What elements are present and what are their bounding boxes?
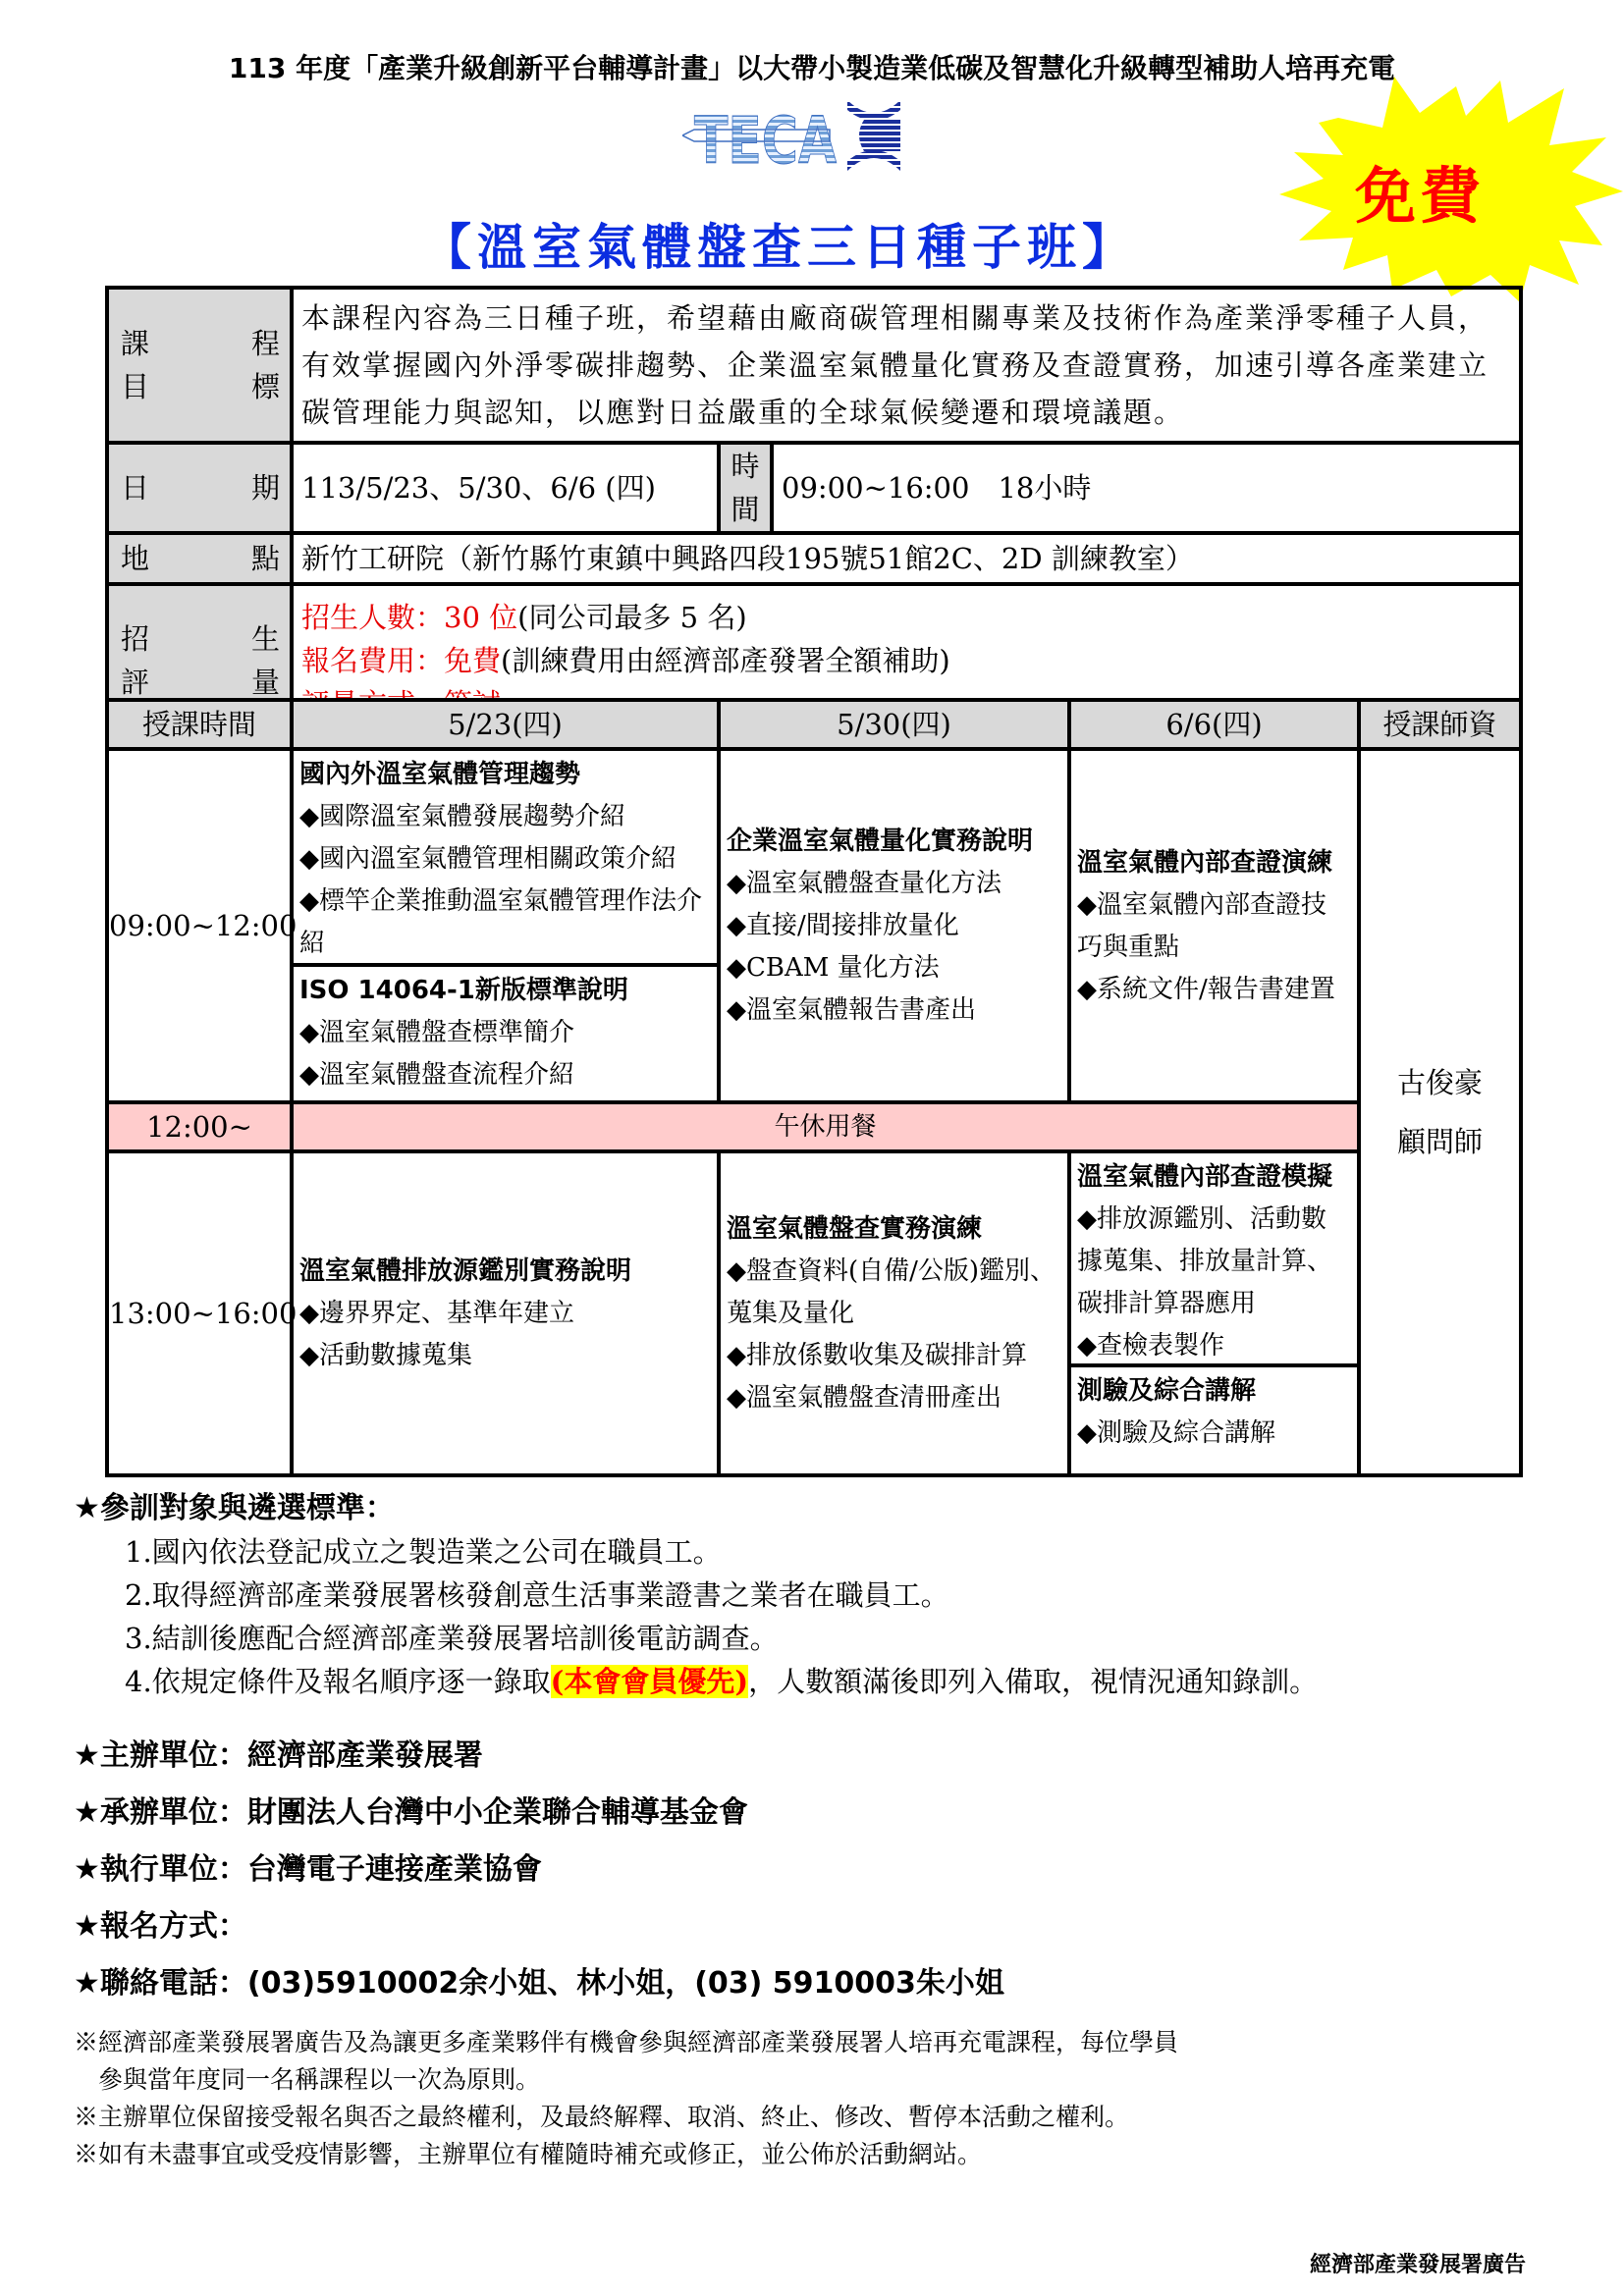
enrollment-count: 招生人數：30 位(同公司最多 5 名) [301,600,747,634]
instructor-cell [1359,749,1521,1475]
morning-day2: 企業溫室氣體量化實務說明 ◆溫室氣體盤查量化方法 ◆直接/間接排放量化 ◆CBAM 量化方法 ◆溫室氣體報告書產出 [719,749,1069,1102]
morning-day1 [292,749,719,1102]
session-block: ISO 14064-1新版標準說明 ◆溫室氣體盤查標準簡介 ◆溫室氣體盤查流程介紹 [299,976,628,1090]
instructor-title: 顧問師 [1396,1125,1483,1158]
organizer-host: ★主辦單位：經濟部產業發展署 [74,1738,483,1773]
afternoon-time: 13:00~16:00 [107,1151,292,1475]
afternoon-day3 [1069,1151,1359,1475]
date-label: 日 期 [107,443,292,533]
session-block: 國內外溫室氣體管理趨勢 ◆國際溫室氣體發展趨勢介紹 ◆國內溫室氣體管理相關政策介紹 ◆標竿企業推動溫室氣體管理作法介紹 [294,751,717,967]
session-block: 溫室氣體內部查證模擬 ◆排放源鑑別、活動數據蒐集、排放量計算、碳排計算器應用 ◆查檢表製作 [1071,1153,1357,1367]
eligibility-item: 4.依規定條件及報名順序逐一錄取(本會會員優先)，人數額滿後即列入備取，視情況通知錄訓。 [125,1665,1319,1698]
organizer-contractor: ★承辦單位：財團法人台灣中小企業聯合輔導基金會 [74,1795,748,1830]
date-value: 113/5/23、5/30、6/6 (四) [292,443,719,533]
note-line: ※如有未盡事宜或受疫情影響，主辦單位有權隨時補充或修正，並公佈於活動網站。 [74,2140,983,2168]
location-value: 新竹工研院（新竹縣竹東鎮中興路四段195號51館2C、2D 訓練教室） [292,533,1521,584]
teca-logo [682,96,903,175]
eligibility-item: 1.國內依法登記成立之製造業之公司在職員工。 [125,1535,722,1569]
free-badge: 免費 [1355,160,1486,232]
member-priority-highlight: (本會會員優先) [550,1665,749,1698]
objective-text: 本課程內容為三日種子班，希望藉由廠商碳管理相關專業及技術作為產業淨零種子人員，有效掌握國內外淨零碳排趨勢、企業溫室氣體量化實務及查證實務，加速引導各產業建立碳管理能力與認知，以應對日益嚴重的全球氣候變遷和環境議題。 [292,288,1521,443]
eligibility-item: 2.取得經濟部產業發展署核發創意生活事業證書之業者在職員工。 [125,1578,949,1612]
header-time: 授課時間 [107,700,292,749]
objective-label: 課 目 程 標 [107,288,292,443]
date-row [107,443,1521,533]
header-day3: 6/6(四) [1069,700,1359,749]
note-line: ※經濟部產業發展署廣告及為讓更多產業夥伴有機會參與經濟部產業發展署人培再充電課程，每位學員 [74,2028,1179,2056]
time-value: 09:00~16:00 18小時 [772,443,1521,533]
footer-ad-label: 經濟部產業發展署廣告 [1309,2253,1526,2277]
course-table [105,286,1523,738]
registration-method: ★報名方式： [74,1909,247,1944]
eligibility-section [74,1487,1318,1703]
objective-row [107,288,1521,443]
time-label: 時間 [719,443,772,533]
morning-time: 09:00~12:00 [107,749,292,1102]
eligibility-heading: ★參訓對象與遴選標準： [74,1491,395,1525]
header-instructor: 授課師資 [1359,700,1521,749]
lunch-time: 12:00~ [107,1102,292,1151]
enrollment-label: 招 評 生 量 [107,584,292,736]
contact-phone: ★聯絡電話：(03)5910002余小姐、林小姐，(03) 5910003朱小姐 [74,1966,1004,2001]
organizer-executor: ★執行單位：台灣電子連接產業協會 [74,1852,542,1887]
course-title: 【溫室氣體盤查三日種子班】 [422,219,1137,276]
lunch-label: 午休用餐 [292,1102,1359,1151]
note-line: ※主辦單位保留接受報名與否之最終權利，及最終解釋、取消、終止、修改、暫停本活動之權利。 [74,2103,1130,2131]
schedule-header-row [107,700,1521,749]
enrollment-fee: 報名費用：免費(訓練費用由經濟部產發署全額補助) [301,643,950,677]
afternoon-row [107,1151,1521,1475]
session-block: 測驗及綜合講解 ◆測驗及綜合講解 [1077,1376,1275,1448]
location-label: 地 點 [107,533,292,584]
morning-row [107,749,1521,1102]
location-row [107,533,1521,584]
organizers-section [74,1728,1004,2012]
eligibility-item: 3.結訓後應配合經濟部產業發展署培訓後電訪調查。 [125,1622,779,1655]
header-day1: 5/23(四) [292,700,719,749]
notes-section [74,2024,1178,2173]
note-line: 參與當年度同一名稱課程以一次為原則。 [74,2065,541,2094]
program-title: 113 年度「產業升級創新平台輔導計畫」以大帶小製造業低碳及智慧化升級轉型補助人培再充電 [228,52,1396,84]
schedule-table [105,698,1523,1477]
instructor-name: 古俊豪 [1396,1066,1483,1099]
lunch-row [107,1102,1521,1151]
header-day2: 5/30(四) [719,700,1069,749]
svg-text:TECA: TECA [694,103,837,175]
afternoon-day2: 溫室氣體盤查實務演練 ◆盤查資料(自備/公版)鑑別、蒐集及量化 ◆排放係數收集及碳排計算 ◆溫室氣體盤查清冊產出 [719,1151,1069,1475]
afternoon-day1: 溫室氣體排放源鑑別實務說明 ◆邊界界定、基準年建立 ◆活動數據蒐集 [292,1151,719,1475]
morning-day3: 溫室氣體內部查證演練 ◆溫室氣體內部查證技巧與重點 ◆系統文件/報告書建置 [1069,749,1359,1102]
